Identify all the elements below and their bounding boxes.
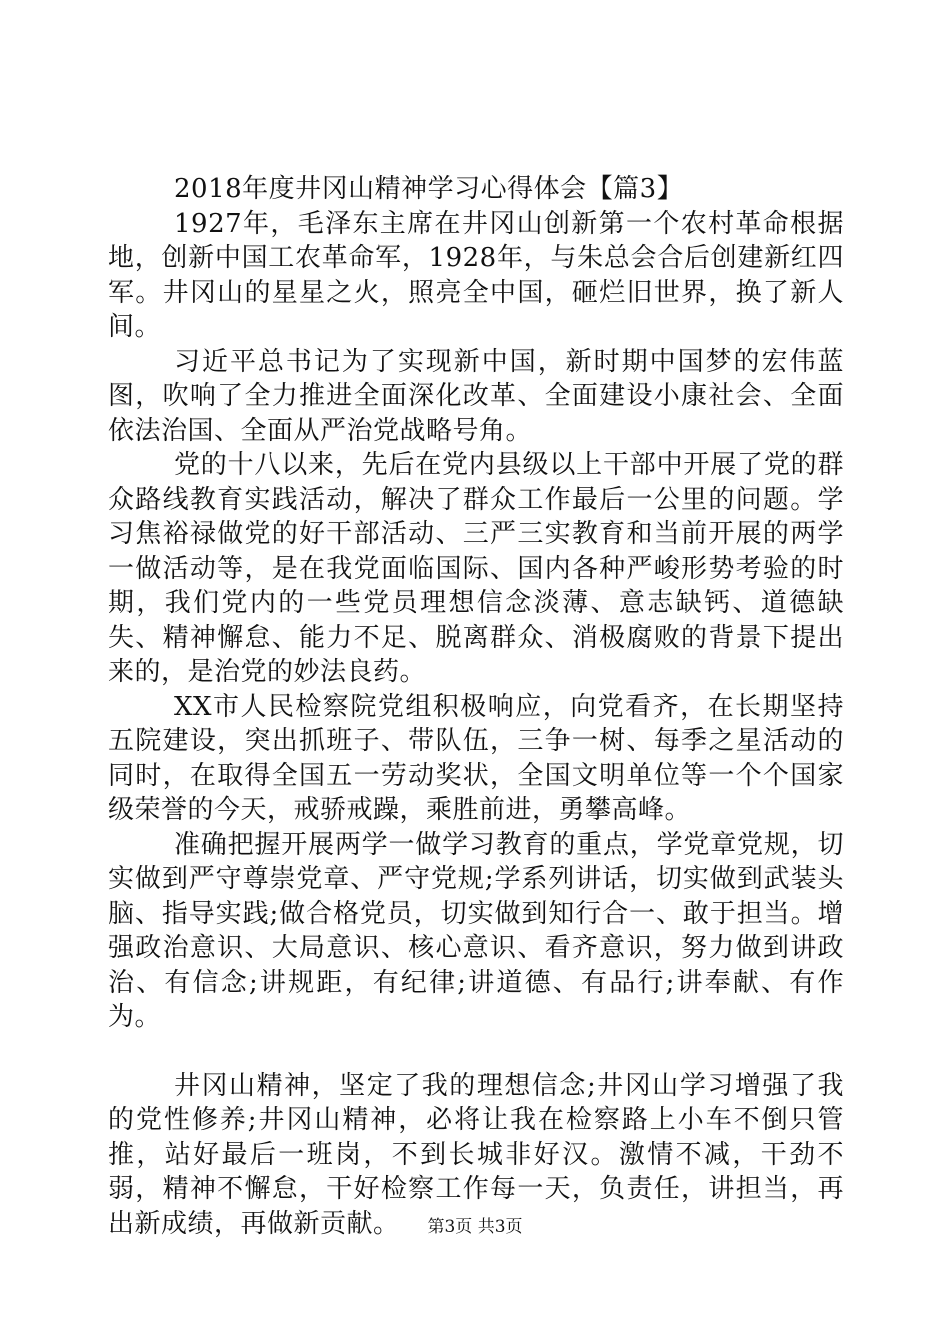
page-number-footer: 第3页 共3页 — [427, 1217, 523, 1237]
paragraph-6: 井冈山精神，坚定了我的理想信念;井冈山学习增强了我的党性修养;井冈山精神，必将让我在检察路上小车不倒只管推，站好最后一班岗，不到长城非好汉。激情不减，干劲不弱，精神不懈怠，干好检察工作每一天，负责任，讲担当，再出新成绩，再做新贡献。 — [108, 1070, 844, 1239]
paragraph-3: 党的十八以来，先后在党内县级以上干部中开展了党的群众路线教育实践活动，解决了群众工作最后一公里的问题。学习焦裕禄做党的好干部活动、三严三实教育和当前开展的两学一做活动等，是在我党面临国际、国内各种严峻形势考验的时期，我们党内的一些党员理想信念淡薄、意志缺钙、道德缺失、精神懈怠、能力不足、脱离群众、消极腐败的背景下提出来的，是治党的妙法良药。 — [108, 450, 844, 687]
document-body — [108, 172, 844, 1241]
paragraph-4: XX市人民检察院党组积极响应，向党看齐，在长期坚持五院建设，突出抓班子、带队伍，三争一树、每季之星活动的同时，在取得全国五一劳动奖状，全国文明单位等一个个国家级荣誉的今天，戒骄戒躁，乘胜前进，勇攀高峰。 — [108, 691, 844, 825]
document-title: 2018年度井冈山精神学习心得体会【篇3】 — [174, 174, 684, 204]
paragraph-5: 准确把握开展两学一做学习教育的重点，学党章党规，切实做到严守尊崇党章、严守党规;学系列讲话，切实做到武装头脑、指导实践;做合格党员，切实做到知行合一、敢于担当。增强政治意识、大局意识、核心意识、看齐意识，努力做到讲政治、有信念;讲规距，有纪律;讲道德、有品行;讲奉献、有作为。 — [108, 829, 844, 1032]
paragraph-spacer — [108, 1035, 844, 1069]
paragraph-1: 1927年，毛泽东主席在井冈山创新第一个农村革命根据地，创新中国工农革命军，1928年，与朱总会合后创建新红四军。井冈山的星星之火，照亮全中国，砸烂旧世界，换了新人间。 — [108, 208, 844, 342]
paragraph-2: 习近平总书记为了实现新中国，新时期中国梦的宏伟蓝图，吹响了全力推进全面深化改革、全面建设小康社会、全面依法治国、全面从严治党战略号角。 — [108, 346, 844, 446]
